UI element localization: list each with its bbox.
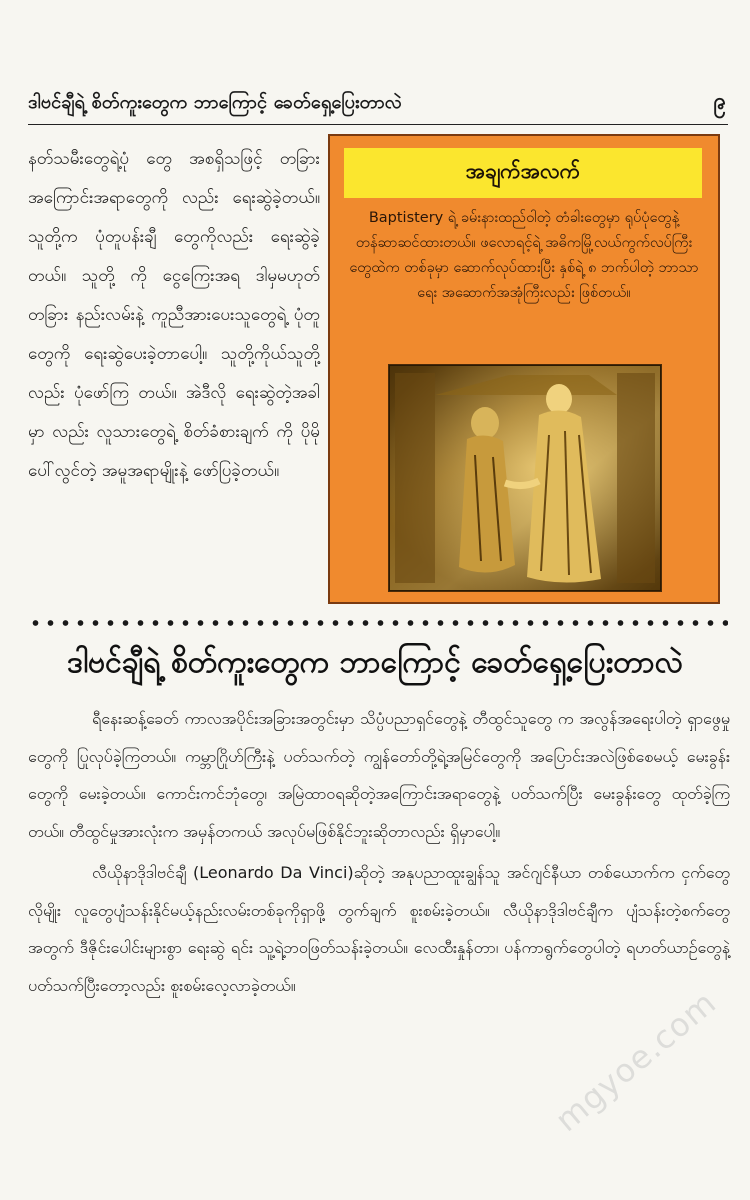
running-header — [28, 84, 728, 125]
bronze-relief-illustration — [389, 365, 661, 591]
left-column-text — [28, 140, 320, 491]
fact-box-body: Baptistery ရဲ့ ခမ်းနားထည်ဝါတဲ့ တံခါးတွေမှာ ရုပ်ပုံတွေနဲ့ တန်ဆာဆင်ထားတယ်။ ဖလောရင့်ရဲ့ အဓိကမြို့လယ်ကွက်လပ်ကြီး တွေထဲက တစ်ခုမှာ ဆောက်လုပ်ထားပြီး နှစ်ရဲ့ ၈ ဘက်ပါတဲ့ ဘာသာရေး အဆောက်အအုံကြီးလည်း ဖြစ်တယ်။ — [349, 210, 699, 301]
paragraph-1: ရီနေးဆန့်ခေတ် ကာလအပိုင်းအခြားအတွင်းမှာ သိပ္ပံပညာရှင်တွေနဲ့ တီထွင်သူတွေ က အလွန်အရေးပါတဲ့ ရှာဖွေမှုတွေကို ပြုလုပ်ခဲ့ကြတယ်။ ကမ္ဘာဂြိုဟ်ကြီးနဲ့ ပတ်သက်တဲ့ ကျွန်တော်တို့ရဲ့အမြင်တွေကို အပြောင်းအလဲဖြစ်စေမယ့် မေးခွန်းတွေကို မေးခဲ့တယ်။ ကောင်းကင်ဘုံတွေ၊ အမြဲထာဝရဆိုတဲ့အကြောင်းအရာတွေနဲ့ ပတ်သက်ပြီး မေးခွန်းတွေ ထုတ်ခဲ့ကြတယ်။ တီထွင်မှုအားလုံးက အမှန်တကယ် အလုပ်မဖြစ်နိုင်ဘူးဆိုတာလည်း ရှိမှာပေါ့။ — [28, 709, 730, 841]
fact-box-title: အချက်အလက် — [344, 148, 702, 198]
left-paragraph: နတ်သမီးတွေရဲ့ပုံ တွေ အစရှိသဖြင့် တခြားအကြောင်းအရာတွေကို လည်း ရေးဆွဲခဲ့တယ်။ သူတို့က ပုံတူပန်းချီ တွေကိုလည်း ရေးဆွဲခဲ့တယ်။ သူတို့ ကို ငွေကြေးအရ ဒါမှမဟုတ် တခြား နည်းလမ်းနဲ့ ကူညီအားပေးသူတွေရဲ့ ပုံတူတွေကို ရေးဆွဲပေးခဲ့တာပေါ့။ သူတို့ကိုယ်သူတို့လည်း ပုံဖော်ကြ တယ်။ အဲဒီလို ရေးဆွဲတဲ့အခါမှာ လည်း လူသားတွေရဲ့ စိတ်ခံစားချက် ကို ပိုမိုပေါ်လွင်တဲ့ အမူအရာမျိုးနဲ့ ဖော်ပြခဲ့တယ်။ — [28, 149, 320, 481]
running-title: ဒါဗင်ချီရဲ့ စိတ်ကူးတွေက ဘာကြောင့် ခေတ်ရှေ့ပြေးတာလဲ — [28, 92, 402, 113]
section-heading: ဒါဗင်ချီရဲ့ စိတ်ကူးတွေက ဘာကြောင့် ခေတ်ရှေ့ပြေးတာလဲ — [67, 645, 683, 680]
page-number: ၉ — [713, 89, 726, 114]
fact-box — [328, 134, 720, 604]
bronze-relief-image — [388, 364, 662, 592]
watermark: mgyoe.com — [548, 983, 724, 1140]
main-text — [28, 700, 730, 1008]
paragraph-2: လီယိုနာဒိုဒါဗင်ချီ (Leonardo Da Vinci)ဆိုတဲ့ အနုပညာထူးချွန်သူ အင်ဂျင်နီယာ တစ်ယောက်က ငှက်တွေလိုမျိုး လူတွေပျံသန်းနိုင်မယ့်နည်းလမ်းတစ်ခုကိုရှာဖို့ တွက်ချက် စူးစမ်းခဲ့တယ်။ လီယိုနာဒိုဒါဗင်ချီက ပျံသန်းတဲ့စက်တွေအတွက် ဒီဇိုင်းပေါင်းများစွာ ရေးဆွဲ ရင်း သူ့ရဲ့ဘဝဖြတ်သန်းခဲ့တယ်။ လေထီးနှုန်တာ၊ ပန်ကာရွက်တွေပါတဲ့ ရဟတ်ယာဉ်တွေနဲ့ ပတ်သက်ပြီးတော့လည်း စူးစမ်းလေ့လာခဲ့တယ်။ — [28, 863, 730, 995]
dotted-divider — [28, 620, 728, 626]
